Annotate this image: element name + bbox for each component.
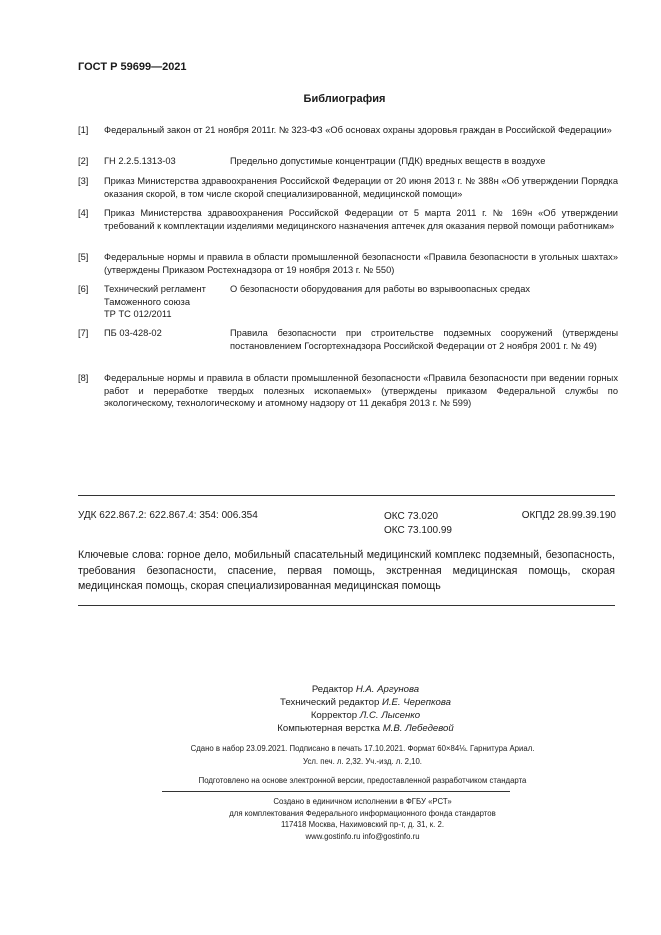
- prepared-note: Подготовлено на основе электронной версии, предоставленной разработчиком стандарта: [198, 776, 527, 785]
- oks-code: ОКС 73.100.99: [384, 525, 452, 536]
- bibliography-entry-5: [78, 251, 618, 276]
- entry-number: [3]: [78, 176, 89, 186]
- bibliography-entry-4: [78, 207, 618, 232]
- entry-text: Правила безопасности при строительстве подземных сооружений (утверждены постановлением Госгортехнадзора Российской Федерации от 2 ноября 2001 г. № 49): [230, 328, 618, 351]
- entry-number: [1]: [78, 125, 89, 135]
- entry-number: [4]: [78, 208, 89, 218]
- divider-top: [78, 495, 615, 496]
- entry-number: [8]: [78, 373, 89, 383]
- entry-text: Приказ Министерства здравоохранения Российской Федерации от 20 июня 2013 г. № 388н «Об утверждении Порядка оказания скорой, в том числе скорой специализированной, медицинской помощи»: [104, 176, 618, 199]
- entry-code: ПБ 03-428-02: [104, 328, 162, 338]
- oks-code: ОКС 73.020: [384, 511, 439, 522]
- entry-number: [5]: [78, 252, 89, 262]
- entry-text: Федеральный закон от 21 ноября 2011г. № 323-ФЗ «Об основах охраны здоровья граждан в Российской Федерации»: [104, 125, 612, 135]
- entry-text: О безопасности оборудования для работы во взрывоопасных средах: [230, 284, 531, 294]
- entry-number: [7]: [78, 328, 89, 338]
- entry-text: Приказ Министерства здравоохранения Российской Федерации от 5 марта 2011 г. № 169н «Об утверждении требований к комплектации изделиями медицинского назначения аптечек для оказания первой помощи работникам»: [104, 208, 618, 231]
- oks-codes: [384, 510, 452, 538]
- footer-line: для комплектования Федерального информационного фонда стандартов: [229, 808, 496, 818]
- print-info: [0, 742, 661, 768]
- keywords: Ключевые слова: горное дело, мобильный спасательный медицинский комплекс подземный, безопасность, требования безопасности, спасение, первая помощь, экстренная медицинская помощь, скорая медицинская помощь, скорая специализированная медицинская помощь: [78, 549, 615, 592]
- credit-editor: Редактор Н.А. Аргунова: [311, 684, 420, 695]
- entry-text: Федеральные нормы и правила в области промышленной безопасности «Правила безопасности при ведении горных работ и переработке твердых полезных ископаемых» (утверждены приказом Федеральной службы по экологическому, технологическому и атомному надзору от 11 декабря 2013 г. № 599): [104, 373, 618, 409]
- print-info-line: Сдано в набор 23.09.2021. Подписано в печать 17.10.2021. Формат 60×84⅛. Гарнитура Ариал.: [190, 744, 535, 753]
- credit-tech-editor: Технический редактор И.Е. Черепкова: [280, 697, 451, 708]
- bibliography-entry-2: [78, 155, 618, 168]
- divider-bottom: [78, 605, 615, 606]
- entry-number: [2]: [78, 156, 89, 166]
- entry-code: [104, 283, 229, 321]
- okpd-code: ОКПД2 28.99.39.190: [521, 510, 616, 521]
- udk-code: УДК 622.867.2: 622.867.4: 354: 006.354: [78, 510, 258, 521]
- entry-text: Предельно допустимые концентрации (ПДК) вредных веществ в воздухе: [230, 156, 546, 166]
- bibliography-entry-3: [78, 175, 618, 200]
- entry-code-line: Таможенного союза: [104, 296, 190, 307]
- footer-line: 117418 Москва, Нахимовский пр-т, д. 31, к. 2.: [280, 820, 445, 829]
- bibliography-entry-8: [78, 372, 618, 410]
- footer-line: www.gostinfo.ru info@gostinfo.ru: [305, 831, 420, 841]
- entry-code: ГН 2.2.5.1313-03: [104, 156, 176, 166]
- entry-text: Федеральные нормы и правила в области промышленной безопасности «Правила безопасности в угольных шахтах» (утверждены Приказом Ростехнадзора от 19 ноября 2013 г. № 550): [104, 252, 618, 275]
- bibliography-entry-6: [78, 283, 618, 320]
- print-info-line: Усл. печ. л. 2,32. Уч.-изд. л. 2,10.: [303, 757, 422, 766]
- credits-block: [0, 683, 661, 735]
- footer-divider: [162, 791, 510, 792]
- entry-number: [6]: [78, 284, 89, 294]
- bibliography-entry-7: [78, 327, 618, 352]
- bibliography-title: Библиография: [303, 93, 386, 105]
- publisher-footer: [0, 796, 661, 842]
- credit-layout: Компьютерная верстка М.В. Лебедевой: [277, 723, 454, 734]
- entry-code-line: ТР ТС 012/2011: [104, 309, 172, 320]
- footer-line: Создано в единичном исполнении в ФГБУ «РСТ»: [273, 797, 452, 806]
- standard-header: ГОСТ Р 59699—2021: [78, 61, 187, 73]
- entry-code-line: Технический регламент: [104, 284, 206, 294]
- credit-corrector: Корректор Л.С. Лысенко: [310, 710, 421, 721]
- bibliography-entry-1: [78, 124, 618, 137]
